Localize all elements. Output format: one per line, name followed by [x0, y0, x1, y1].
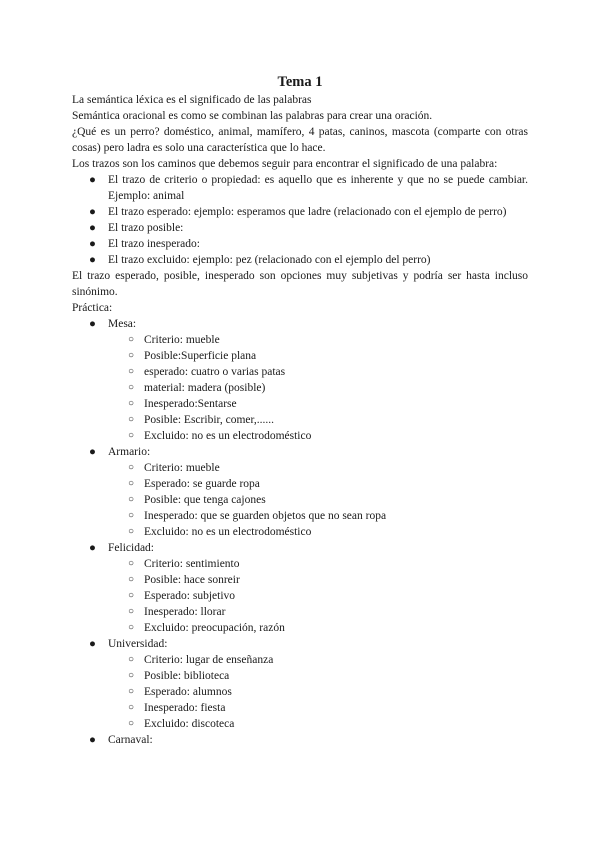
list-item-text: esperado: cuatro o varias patas [144, 366, 286, 378]
circle-bullet-icon: ○ [128, 510, 135, 521]
list-item-text: Excluido: preocupación, razón [144, 622, 285, 634]
circle-bullet-icon: ○ [128, 462, 135, 473]
list-item [108, 380, 528, 396]
list-item-text: Posible: Escribir, comer,...... [144, 414, 275, 426]
list-item [108, 412, 528, 428]
list-item [108, 508, 528, 524]
list-item [108, 396, 528, 412]
practica-item-carnaval [72, 732, 528, 748]
circle-bullet-icon: ○ [128, 686, 135, 697]
list-item-text: material: madera (posible) [144, 382, 266, 394]
practica-item-label: Mesa: [108, 318, 137, 330]
practica-item-label: Felicidad: [108, 542, 154, 554]
circle-bullet-icon: ○ [128, 398, 135, 409]
circle-bullet-icon: ○ [128, 350, 135, 361]
circle-bullet-icon: ○ [128, 494, 135, 505]
list-item [108, 476, 528, 492]
circle-bullet-icon: ○ [128, 718, 135, 729]
bullet-icon: ● [89, 446, 96, 458]
circle-bullet-icon: ○ [128, 622, 135, 633]
circle-bullet-icon: ○ [128, 654, 135, 665]
practica-sublist-universidad [108, 652, 528, 732]
list-item-text: Inesperado:Sentarse [144, 398, 237, 410]
circle-bullet-icon: ○ [128, 366, 135, 377]
list-item-text: Posible: biblioteca [144, 670, 230, 682]
paragraph-que-es-perro: ¿Qué es un perro? doméstico, animal, mamífero, 4 patas, caninos, mascota (comparte con otras cosas) pero ladra es solo una característica que lo hace. [72, 126, 528, 154]
list-item [108, 428, 528, 444]
list-item-text: Inesperado: llorar [144, 606, 226, 618]
trazo-excluido-text: El trazo excluido: ejemplo: pez (relacionado con el ejemplo del perro) [108, 254, 431, 266]
list-item-text: Excluido: discoteca [144, 718, 235, 730]
practica-item-label: Armario: [108, 446, 151, 458]
practica-sublist-felicidad [108, 556, 528, 636]
list-item [72, 236, 528, 252]
list-item [108, 620, 528, 636]
circle-bullet-icon: ○ [128, 574, 135, 585]
trazo-inesperado-text: El trazo inesperado: [108, 238, 200, 250]
list-item [108, 716, 528, 732]
bullet-icon: ● [89, 222, 96, 234]
bullet-icon: ● [89, 206, 96, 218]
paragraph-trazo-subjetivo: El trazo esperado, posible, inesperado son opciones muy subjetivas y podría ser hasta incluso sinónimo. [72, 270, 528, 298]
practica-label: Práctica: [72, 302, 113, 314]
circle-bullet-icon: ○ [128, 670, 135, 681]
bullet-icon: ● [89, 734, 96, 746]
list-item-text: Posible: que tenga cajones [144, 494, 266, 506]
circle-bullet-icon: ○ [128, 478, 135, 489]
bullet-icon: ● [89, 318, 96, 330]
practica-list [72, 316, 528, 748]
practica-item-label: Universidad: [108, 638, 168, 650]
circle-bullet-icon: ○ [128, 382, 135, 393]
bullet-icon: ● [89, 174, 96, 186]
paragraph-trazos-intro: Los trazos son los caminos que debemos seguir para encontrar el significado de una palabra: [72, 158, 498, 170]
list-item-text: Criterio: sentimiento [144, 558, 240, 570]
bullet-icon: ● [89, 542, 96, 554]
list-item [108, 652, 528, 668]
bullet-icon: ● [89, 238, 96, 250]
circle-bullet-icon: ○ [128, 702, 135, 713]
list-item [108, 556, 528, 572]
trazo-esperado-text: El trazo esperado: ejemplo: esperamos que ladre (relacionado con el ejemplo de perro) [108, 206, 507, 218]
list-item [108, 460, 528, 476]
document-title: Tema 1 [277, 74, 323, 90]
list-item [72, 172, 528, 204]
paragraph-semantica-lexica: La semántica léxica es el significado de las palabras [72, 94, 312, 106]
circle-bullet-icon: ○ [128, 526, 135, 537]
trazos-list [72, 172, 528, 268]
list-item-text: Esperado: se guarde ropa [144, 478, 260, 490]
list-item-text: Excluido: no es un electrodoméstico [144, 430, 312, 442]
list-item-text: Posible:Superficie plana [144, 350, 257, 362]
practica-item-mesa [72, 316, 528, 444]
list-item [108, 684, 528, 700]
paragraph-semantica-oracional: Semántica oracional es como se combinan las palabras para crear una oración. [72, 110, 433, 122]
list-item-text: Excluido: no es un electrodoméstico [144, 526, 312, 538]
list-item-text: Inesperado: que se guarden objetos que no sean ropa [144, 510, 387, 522]
bullet-icon: ● [89, 638, 96, 650]
practica-item-felicidad [72, 540, 528, 636]
list-item [72, 220, 528, 236]
list-item [72, 252, 528, 268]
list-item [108, 668, 528, 684]
trazo-criterio-text: El trazo de criterio o propiedad: es aquello que es inherente y que no se puede cambiar. Ejemplo: animal [108, 174, 528, 202]
list-item-text: Criterio: mueble [144, 334, 220, 346]
list-item [108, 572, 528, 588]
list-item-text: Criterio: mueble [144, 462, 220, 474]
bullet-icon: ● [89, 254, 96, 266]
list-item [108, 364, 528, 380]
list-item-text: Esperado: subjetivo [144, 590, 236, 602]
circle-bullet-icon: ○ [128, 590, 135, 601]
list-item [108, 332, 528, 348]
circle-bullet-icon: ○ [128, 430, 135, 441]
list-item [72, 204, 528, 220]
trazo-posible-text: El trazo posible: [108, 222, 184, 234]
list-item [108, 524, 528, 540]
practica-sublist-armario [108, 460, 528, 540]
list-item [108, 588, 528, 604]
list-item [108, 492, 528, 508]
list-item-text: Posible: hace sonreir [144, 574, 240, 586]
circle-bullet-icon: ○ [128, 606, 135, 617]
circle-bullet-icon: ○ [128, 414, 135, 425]
list-item [108, 348, 528, 364]
list-item [108, 604, 528, 620]
list-item-text: Esperado: alumnos [144, 686, 232, 698]
practica-sublist-mesa [108, 332, 528, 444]
circle-bullet-icon: ○ [128, 334, 135, 345]
practica-item-armario [72, 444, 528, 540]
circle-bullet-icon: ○ [128, 558, 135, 569]
practica-item-label: Carnaval: [108, 734, 153, 746]
list-item-text: Criterio: lugar de enseñanza [144, 654, 274, 666]
list-item [108, 700, 528, 716]
practica-item-universidad [72, 636, 528, 732]
list-item-text: Inesperado: fiesta [144, 702, 226, 714]
